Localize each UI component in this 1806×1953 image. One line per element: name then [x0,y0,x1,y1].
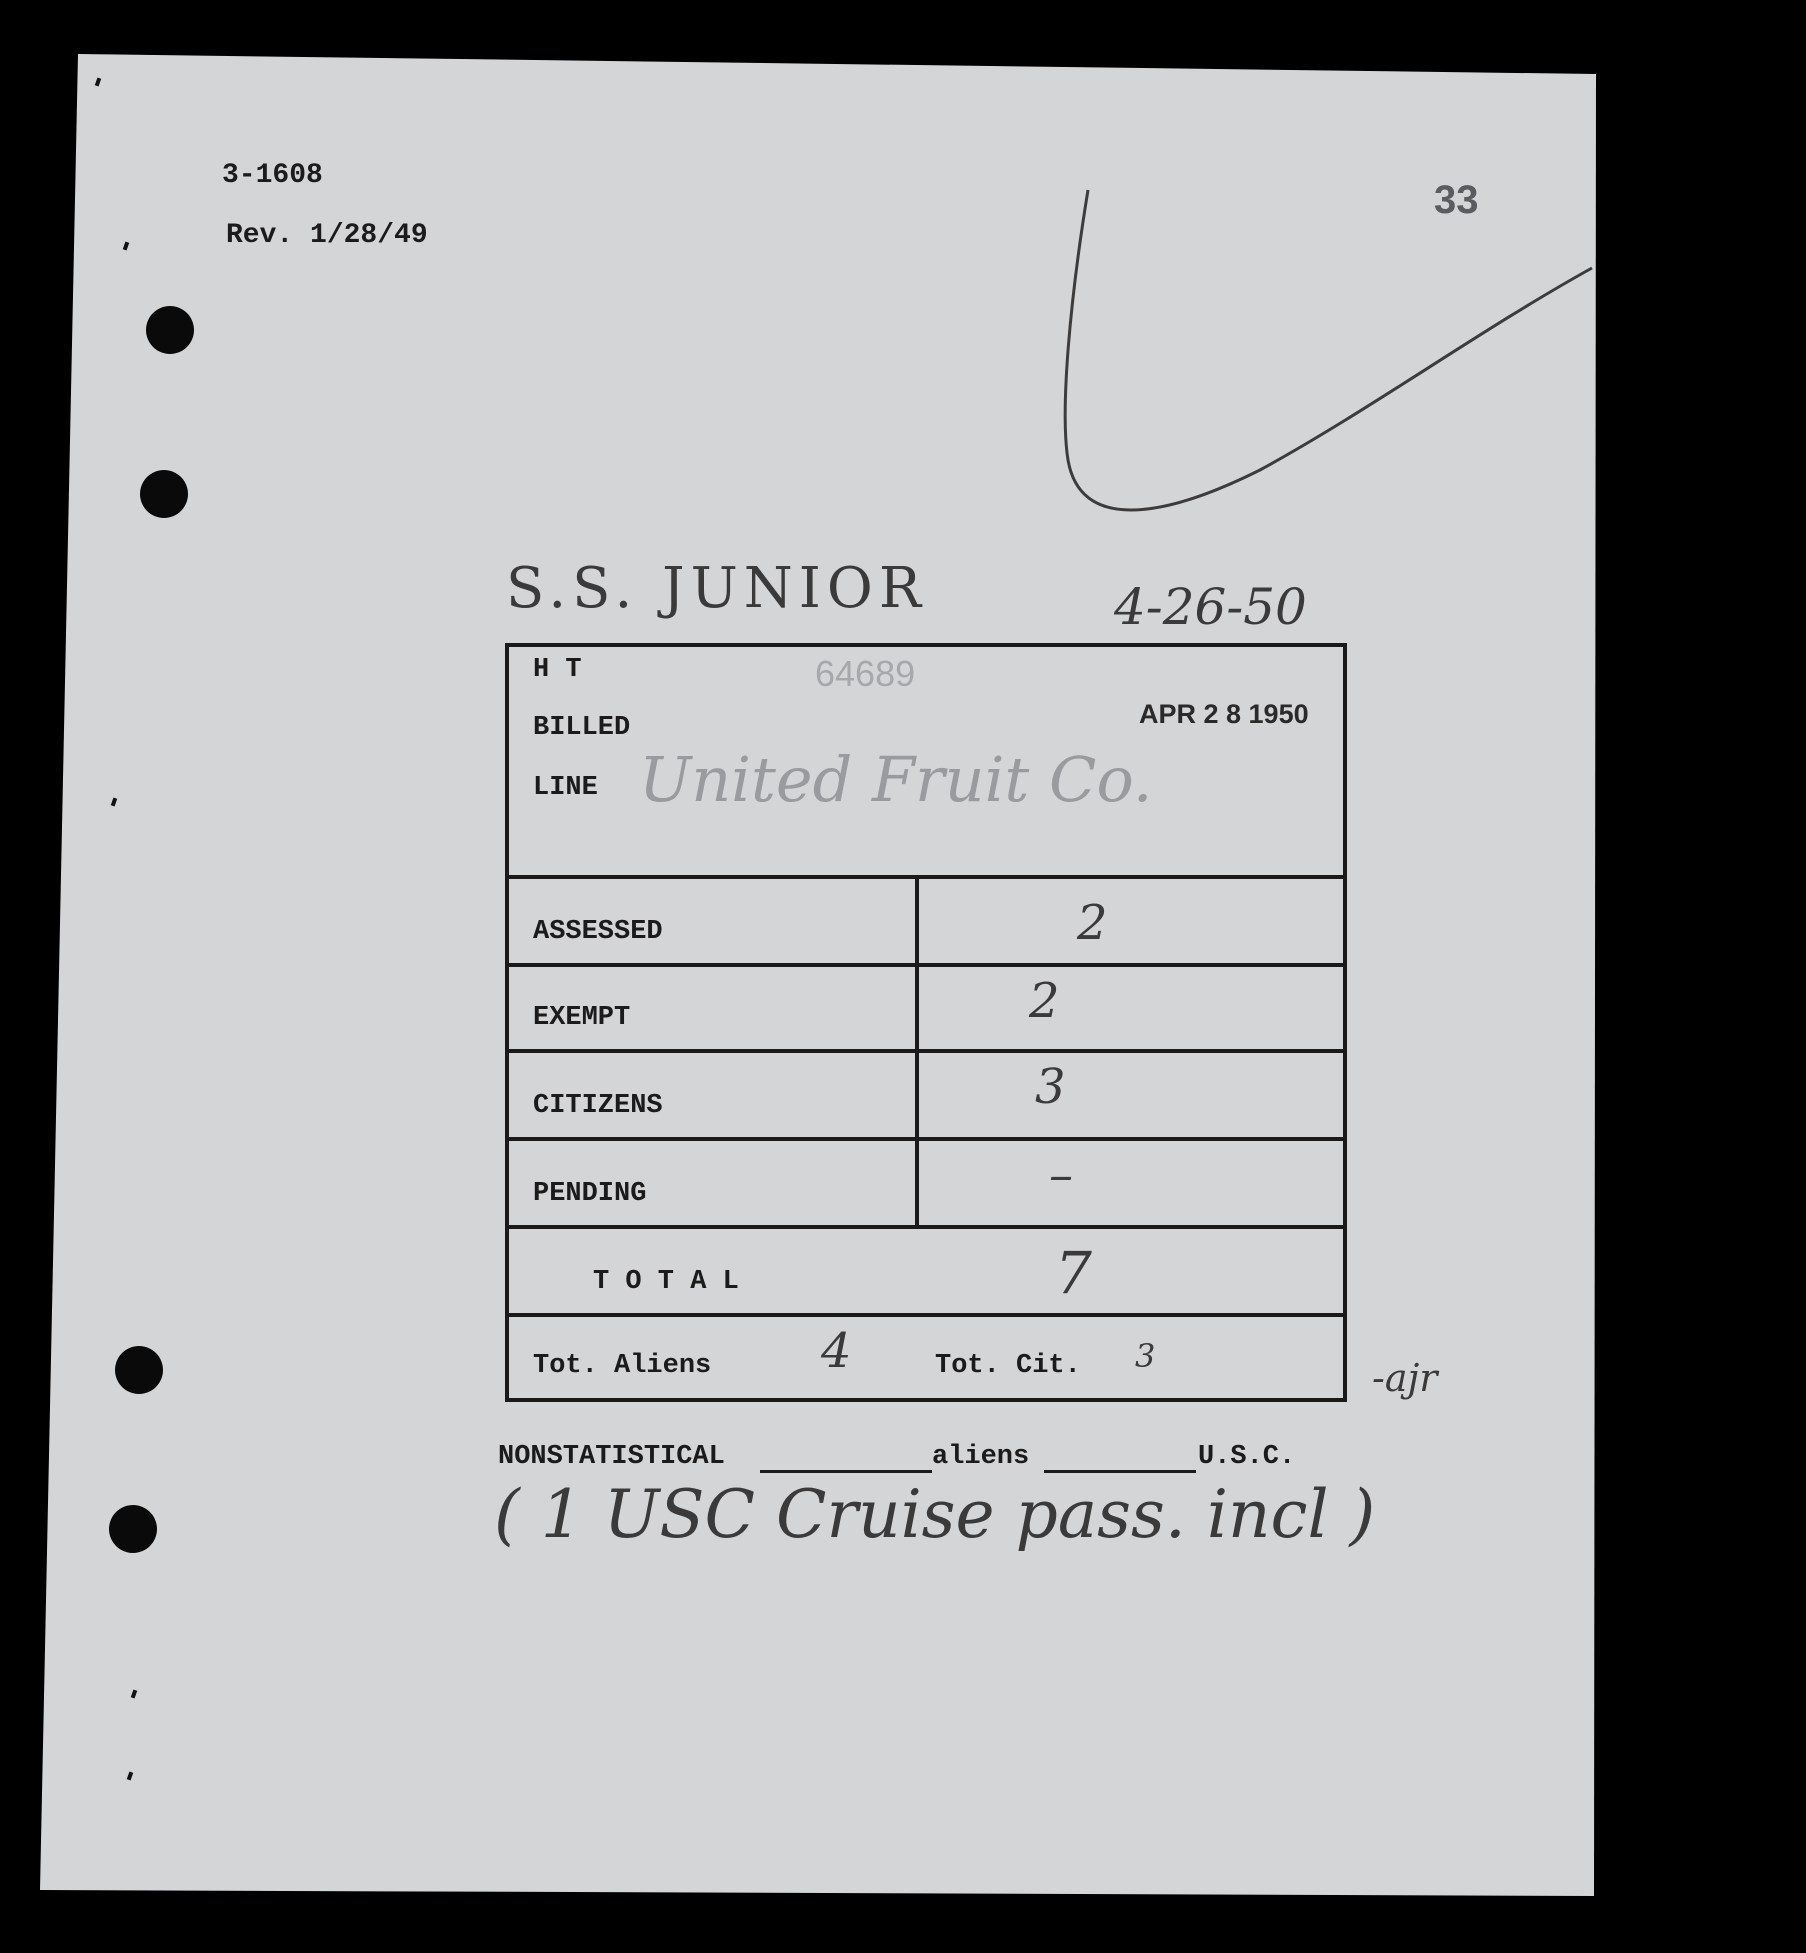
check-mark-icon [1040,180,1600,540]
initials-handwritten: -ajr [1372,1356,1438,1400]
tot-cit-value: 3 [1135,1337,1156,1375]
line-name-handwritten: United Fruit Co. [639,743,1153,816]
punch-hole-2 [140,470,188,518]
pending-label: PENDING [533,1179,647,1209]
exempt-label: EXEMPT [533,1003,631,1033]
citizens-label: CITIZENS [533,1091,663,1121]
row-divider [509,1049,1343,1053]
assessed-label: ASSESSED [533,917,663,947]
row-divider [509,1313,1343,1317]
ht-label: H T [533,655,582,685]
exempt-value: 2 [1029,973,1060,1029]
line-label: LINE [533,773,598,803]
tot-cit-label: Tot. Cit. [935,1351,1081,1381]
received-date-stamp: APR 2 8 1950 [1139,699,1309,729]
page-number: 33 [1434,178,1479,222]
tot-aliens-value: 4 [821,1323,852,1379]
row-divider [509,1225,1343,1229]
row-divider [509,875,1343,879]
total-label: T O T A L [593,1267,739,1297]
form-revision: Rev. 1/28/49 [226,220,428,251]
citizens-value: 3 [1035,1059,1066,1115]
passenger-form-box [505,643,1347,1402]
ship-name-handwritten: S.S. JUNIOR [506,556,927,621]
punch-hole-1 [146,306,194,354]
assessed-value: 2 [1077,895,1108,951]
form-number: 3-1608 [222,160,323,191]
aliens-blank-line [760,1470,932,1473]
aliens-label: aliens [932,1442,1030,1472]
date-handwritten: 4-26-50 [1114,578,1307,636]
row-divider [509,963,1343,967]
usc-blank-line [1044,1470,1196,1473]
usc-label: U.S.C. [1198,1442,1296,1472]
nonstatistical-label: NONSTATISTICAL [498,1442,725,1472]
total-value: 7 [1055,1239,1092,1307]
row-divider [509,1137,1343,1141]
pending-value: – [1049,1147,1073,1203]
punch-hole-4 [109,1505,157,1553]
punch-hole-3 [115,1346,163,1394]
tot-aliens-label: Tot. Aliens [533,1351,712,1381]
cruise-note-handwritten: ( 1 USC Cruise pass. incl ) [494,1476,1376,1553]
billed-label: BILLED [533,713,631,743]
ht-number: 64689 [815,653,916,694]
